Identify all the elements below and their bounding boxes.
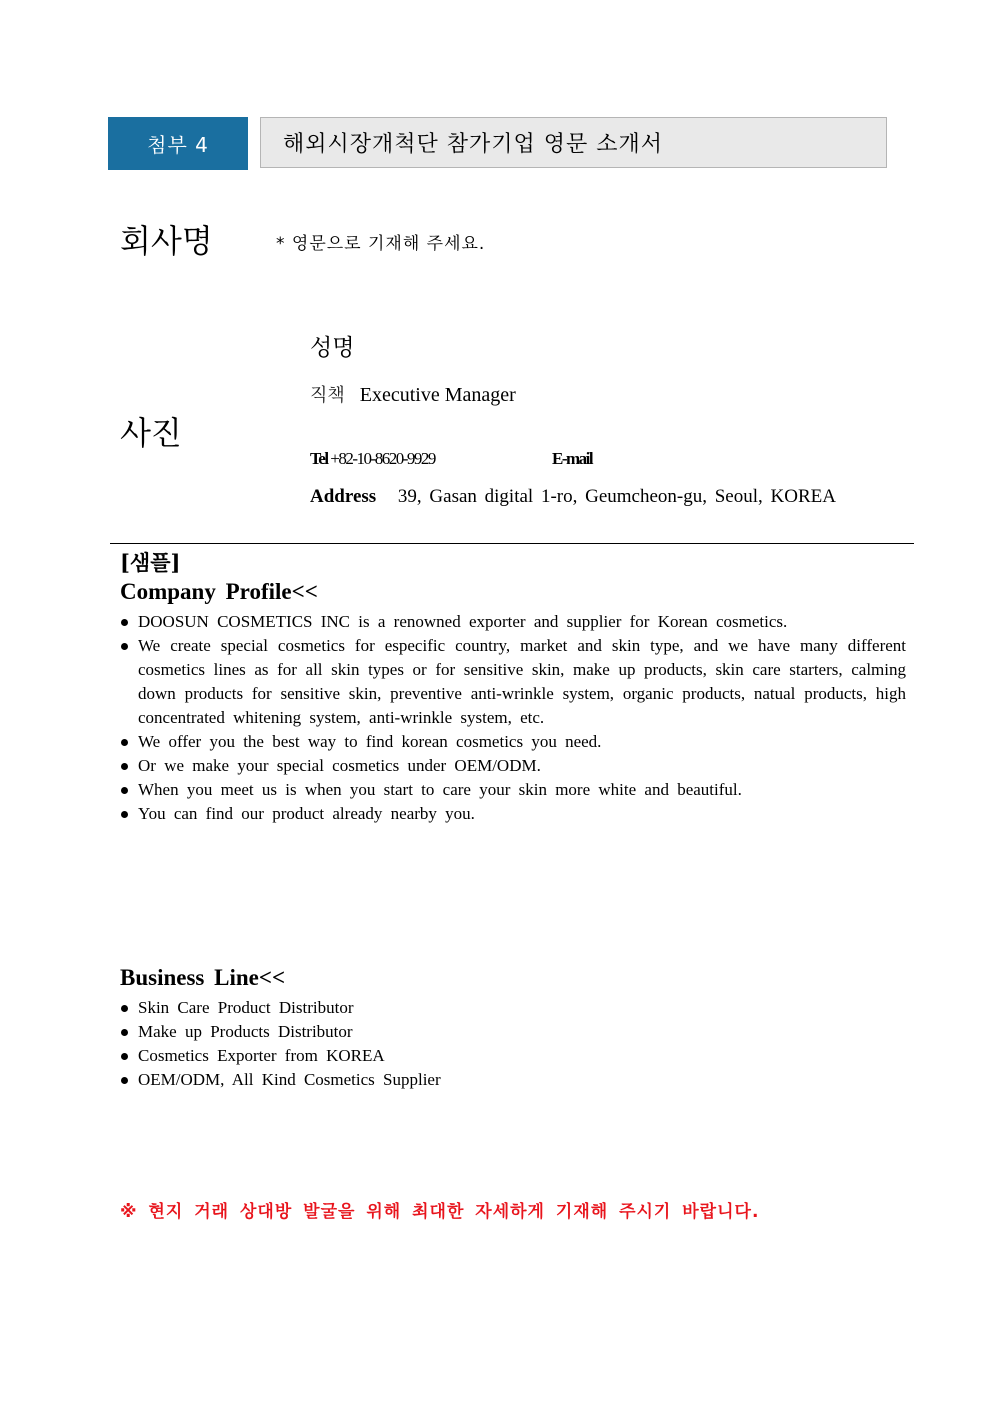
contact-name-label: 성명 <box>310 335 355 361</box>
photo-label: 사진 <box>120 414 182 452</box>
bullet-icon <box>121 619 128 626</box>
list-item: Cosmetics Exporter from KOREA <box>120 1044 720 1068</box>
tel-row <box>310 449 435 469</box>
attachment-tag-label: 첨부 4 <box>147 133 209 157</box>
company-profile-list <box>120 610 906 826</box>
position-label: 직책 <box>310 385 345 406</box>
email-label: E-mail <box>552 449 593 468</box>
address-row <box>310 486 836 508</box>
tel-label: Tel <box>310 449 328 468</box>
position-row <box>310 381 516 407</box>
bullet-icon <box>121 1077 128 1084</box>
footer-note: ※ 현지 거래 상대방 발굴을 위해 최대한 자세하게 기재해 주시기 바랍니다. <box>120 1202 760 1222</box>
list-item: Make up Products Distributor <box>120 1020 720 1044</box>
bullet-icon <box>121 1005 128 1012</box>
company-name-label: 회사명 <box>120 222 213 260</box>
list-item: OEM/ODM, All Kind Cosmetics Supplier <box>120 1068 720 1092</box>
company-name-note: * 영문으로 기재해 주세요. <box>276 234 486 254</box>
list-item: DOOSUN COSMETICS INC is a renowned exporter and supplier for Korean cosmetics. <box>120 610 906 634</box>
address-label: Address <box>310 486 377 507</box>
bullet-icon <box>121 643 128 650</box>
document-title-text: 해외시장개척단 참가기업 영문 소개서 <box>283 132 664 157</box>
list-item: We offer you the best way to find korean cosmetics you need. <box>120 730 906 754</box>
bullet-icon <box>121 739 128 746</box>
bullet-icon <box>121 787 128 794</box>
list-item: We create special cosmetics for especific country, market and skin type, and we have many different cosmetics lines as for all skin types or for sensitive skin, make up products, skin care starters, calming down products for sensitive skin, preventive anti-wrinkle system, organic products, natual products, high concentrated whitening system, anti-wrinkle system, etc. <box>120 634 906 730</box>
business-line-heading: Business Line<< <box>120 965 286 990</box>
list-item: Skin Care Product Distributor <box>120 996 720 1020</box>
address-value: 39, Gasan digital 1-ro, Geumcheon-gu, Seoul, KOREA <box>397 486 836 507</box>
sample-label: [샘플] <box>120 550 181 575</box>
bullet-icon <box>121 1029 128 1036</box>
attachment-tag <box>108 117 248 170</box>
bullet-icon <box>121 1053 128 1060</box>
bullet-icon <box>121 811 128 818</box>
list-item: Or we make your special cosmetics under OEM/ODM. <box>120 754 906 778</box>
company-profile-heading: Company Profile<< <box>120 579 318 604</box>
business-line-list <box>120 996 720 1092</box>
bullet-icon <box>121 763 128 770</box>
tel-value: +82-10-8620-9929 <box>330 449 435 468</box>
section-divider <box>110 543 914 544</box>
list-item: When you meet us is when you start to care your skin more white and beautiful. <box>120 778 906 802</box>
document-title <box>260 117 887 168</box>
list-item: You can find our product already nearby you. <box>120 802 906 826</box>
position-value: Executive Manager <box>359 384 516 406</box>
